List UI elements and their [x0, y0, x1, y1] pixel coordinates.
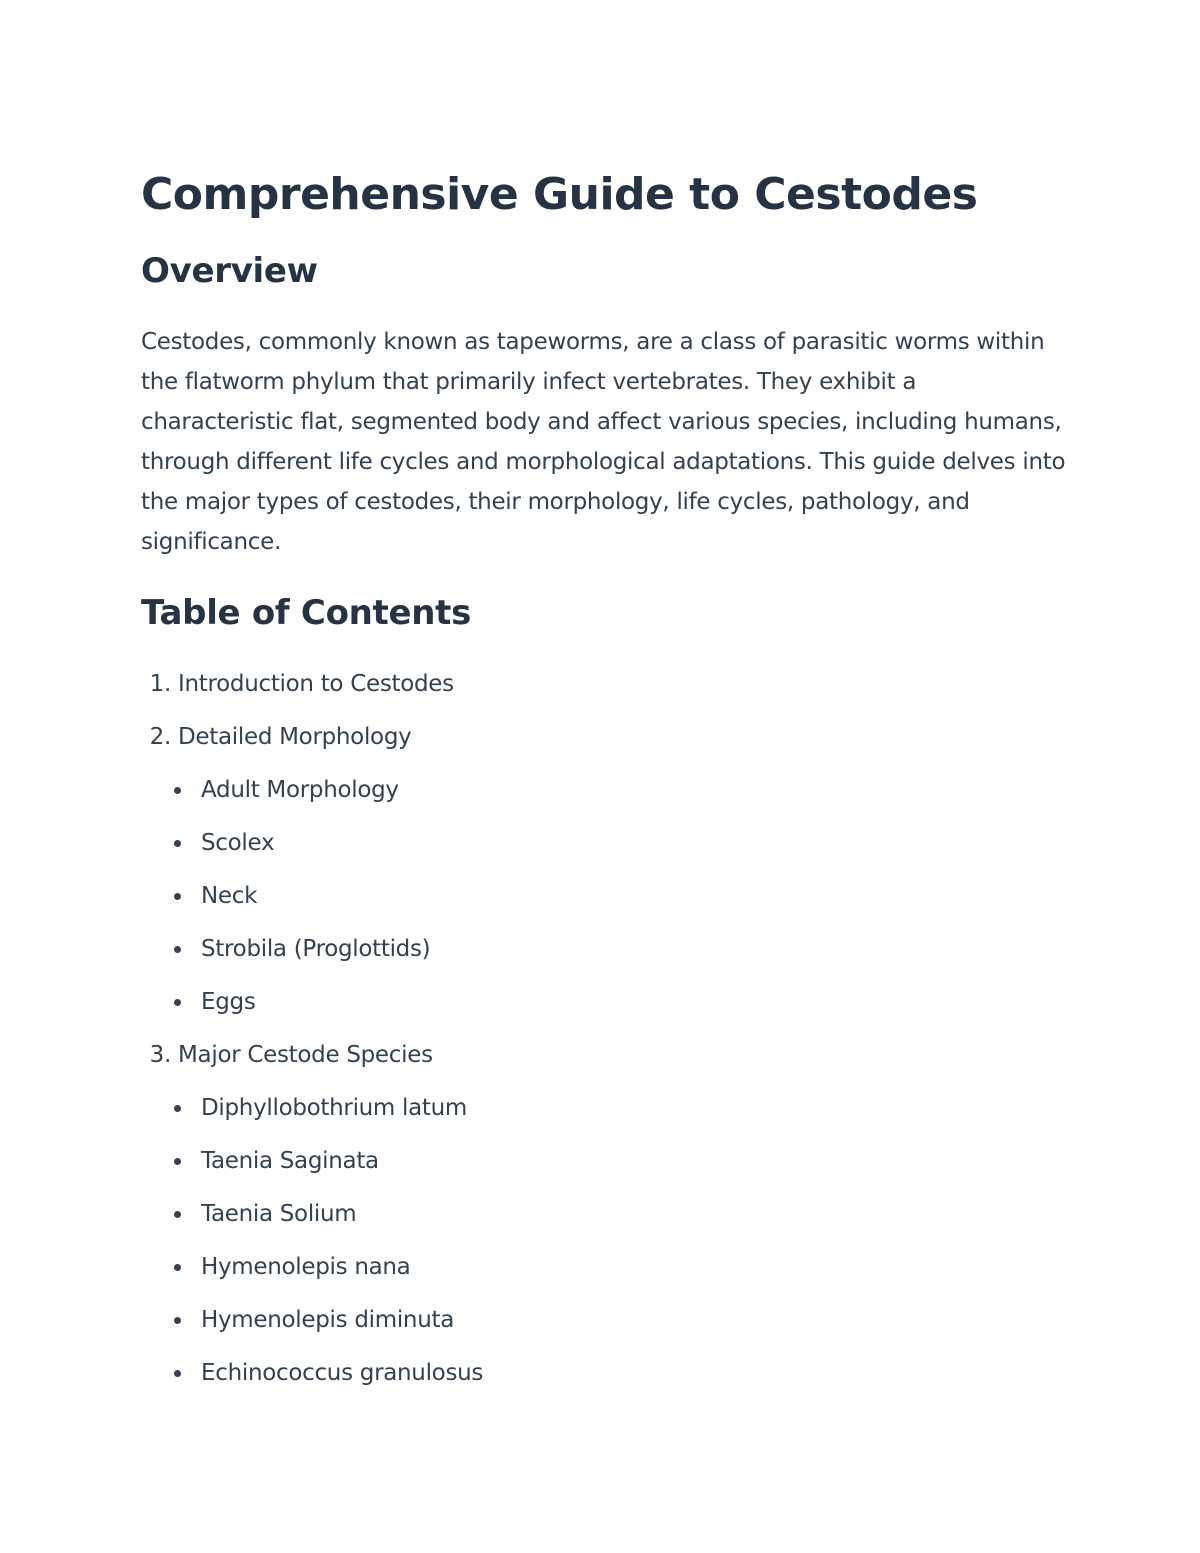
toc-item-introduction	[141, 658, 1071, 711]
bullet-icon	[174, 999, 181, 1006]
toc-heading: Table of Contents	[141, 593, 472, 633]
toc-subitem-label: Diphyllobothrium latum	[201, 1095, 468, 1121]
toc-subitem	[171, 1082, 1071, 1135]
toc-item-number: 3.	[149, 1042, 171, 1068]
toc-subitem	[171, 923, 1071, 976]
toc-subitem	[171, 1135, 1071, 1188]
toc-sublist-species	[141, 1082, 1071, 1400]
toc-item-label: Detailed Morphology	[178, 724, 412, 750]
overview-paragraph: Cestodes, commonly known as tapeworms, are a class of parasitic worms within the flatworm phylum that primarily infect vertebrates. They exhibit a characteristic flat, segmented body and affect various species, including humans, through different life cycles and morphological adaptations. This guide delves into the major types of cestodes, their morphology, life cycles, pathology, and significance.	[141, 329, 1066, 555]
document-page	[141, 160, 1071, 1400]
document-title: Comprehensive Guide to Cestodes	[141, 169, 978, 220]
bullet-icon	[174, 893, 181, 900]
toc-subitem	[171, 976, 1071, 1029]
bullet-icon	[174, 1317, 181, 1324]
toc-subitem-label: Eggs	[201, 989, 256, 1015]
toc-subitem	[171, 817, 1071, 870]
toc-subitem-label: Taenia Saginata	[201, 1148, 379, 1174]
toc-subitem-label: Adult Morphology	[201, 777, 399, 803]
toc-subitem-label: Strobila (Proglottids)	[201, 936, 431, 962]
toc-item-label: Introduction to Cestodes	[178, 671, 454, 697]
bullet-icon	[174, 840, 181, 847]
toc-subitem	[171, 870, 1071, 923]
table-of-contents	[141, 658, 1071, 1400]
toc-item-species	[141, 1029, 1071, 1400]
toc-subitem-label: Hymenolepis nana	[201, 1254, 411, 1280]
toc-item-number: 1.	[149, 671, 171, 697]
toc-subitem-label: Taenia Solium	[201, 1201, 357, 1227]
toc-subitem	[171, 1188, 1071, 1241]
toc-item-number: 2.	[149, 724, 171, 750]
bullet-icon	[174, 787, 181, 794]
toc-item-label: Major Cestode Species	[178, 1042, 433, 1068]
bullet-icon	[174, 1211, 181, 1218]
toc-subitem	[171, 1347, 1071, 1400]
bullet-icon	[174, 1264, 181, 1271]
toc-subitem	[171, 1294, 1071, 1347]
overview-heading: Overview	[141, 251, 318, 291]
toc-subitem-label: Echinococcus granulosus	[201, 1360, 484, 1386]
toc-subitem-label: Neck	[201, 883, 258, 909]
toc-item-morphology	[141, 711, 1071, 1029]
toc-subitem	[171, 764, 1071, 817]
toc-subitem-label: Hymenolepis diminuta	[201, 1307, 454, 1333]
toc-subitem-label: Scolex	[201, 830, 275, 856]
bullet-icon	[174, 1158, 181, 1165]
bullet-icon	[174, 1370, 181, 1377]
toc-subitem	[171, 1241, 1071, 1294]
bullet-icon	[174, 946, 181, 953]
toc-sublist-morphology	[141, 764, 1071, 1029]
bullet-icon	[174, 1105, 181, 1112]
